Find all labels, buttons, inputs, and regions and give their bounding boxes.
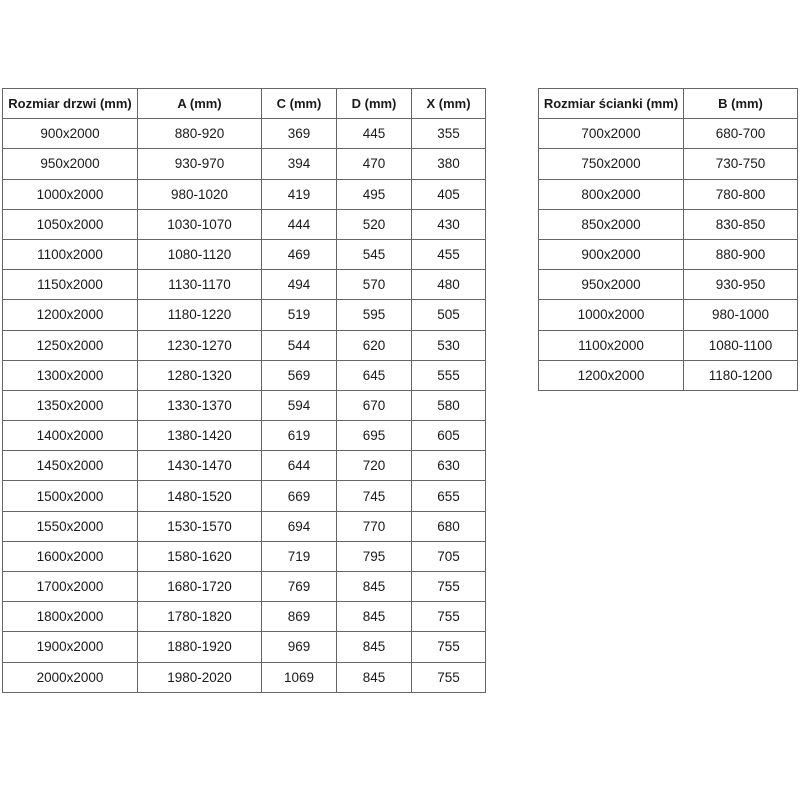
table-cell: 405 xyxy=(412,179,486,209)
table-row xyxy=(3,511,486,541)
table-row xyxy=(3,451,486,481)
table-cell: 355 xyxy=(412,119,486,149)
table-cell: 1380-1420 xyxy=(138,421,262,451)
table-cell: 770 xyxy=(337,511,412,541)
table-cell: 569 xyxy=(262,360,337,390)
table-cell: 845 xyxy=(337,572,412,602)
table-cell: 1080-1120 xyxy=(138,239,262,269)
table-cell: 505 xyxy=(412,300,486,330)
table-row xyxy=(3,632,486,662)
table-row xyxy=(539,209,798,239)
table-cell: 1350x2000 xyxy=(3,390,138,420)
table-cell: 695 xyxy=(337,421,412,451)
table-cell: 1100x2000 xyxy=(3,239,138,269)
table-row xyxy=(3,662,486,692)
table-cell: 1130-1170 xyxy=(138,270,262,300)
table-row xyxy=(539,300,798,330)
door-size-table-body xyxy=(3,119,486,693)
table-cell: 730-750 xyxy=(684,149,798,179)
table-cell: 969 xyxy=(262,632,337,662)
table-row xyxy=(3,209,486,239)
table-cell: 1580-1620 xyxy=(138,541,262,571)
table-cell: 705 xyxy=(412,541,486,571)
table-row xyxy=(3,360,486,390)
table-row xyxy=(3,541,486,571)
table-cell: 1280-1320 xyxy=(138,360,262,390)
table-cell: 594 xyxy=(262,390,337,420)
table-cell: 795 xyxy=(337,541,412,571)
table-cell: 1600x2000 xyxy=(3,541,138,571)
header-cell: C (mm) xyxy=(262,89,337,119)
table-row xyxy=(539,179,798,209)
table-cell: 1400x2000 xyxy=(3,421,138,451)
table-row xyxy=(3,239,486,269)
table-row xyxy=(539,270,798,300)
table-cell: 700x2000 xyxy=(539,119,684,149)
table-cell: 1050x2000 xyxy=(3,209,138,239)
table-cell: 1150x2000 xyxy=(3,270,138,300)
table-cell: 620 xyxy=(337,330,412,360)
wall-size-table-body xyxy=(539,119,798,391)
table-cell: 1500x2000 xyxy=(3,481,138,511)
table-cell: 669 xyxy=(262,481,337,511)
table-cell: 520 xyxy=(337,209,412,239)
table-cell: 1180-1200 xyxy=(684,360,798,390)
table-row xyxy=(3,300,486,330)
table-cell: 1080-1100 xyxy=(684,330,798,360)
table-row xyxy=(3,149,486,179)
header-cell: A (mm) xyxy=(138,89,262,119)
table-cell: 845 xyxy=(337,662,412,692)
table-cell: 419 xyxy=(262,179,337,209)
wall-size-table xyxy=(538,88,798,391)
table-cell: 1480-1520 xyxy=(138,481,262,511)
table-row xyxy=(3,421,486,451)
table-cell: 800x2000 xyxy=(539,179,684,209)
table-cell: 1300x2000 xyxy=(3,360,138,390)
table-cell: 950x2000 xyxy=(3,149,138,179)
table-row xyxy=(3,179,486,209)
table-row xyxy=(3,602,486,632)
table-cell: 1250x2000 xyxy=(3,330,138,360)
table-cell: 930-970 xyxy=(138,149,262,179)
table-cell: 1780-1820 xyxy=(138,602,262,632)
table-cell: 850x2000 xyxy=(539,209,684,239)
table-cell: 780-800 xyxy=(684,179,798,209)
table-cell: 495 xyxy=(337,179,412,209)
table-cell: 1800x2000 xyxy=(3,602,138,632)
table-cell: 755 xyxy=(412,572,486,602)
table-row xyxy=(3,119,486,149)
table-cell: 845 xyxy=(337,632,412,662)
table-cell: 950x2000 xyxy=(539,270,684,300)
table-cell: 755 xyxy=(412,632,486,662)
table-cell: 530 xyxy=(412,330,486,360)
table-cell: 1880-1920 xyxy=(138,632,262,662)
table-cell: 769 xyxy=(262,572,337,602)
wall-size-table-header xyxy=(539,89,798,119)
table-cell: 750x2000 xyxy=(539,149,684,179)
table-cell: 845 xyxy=(337,602,412,632)
table-cell: 644 xyxy=(262,451,337,481)
header-cell: B (mm) xyxy=(684,89,798,119)
table-cell: 680-700 xyxy=(684,119,798,149)
table-row xyxy=(3,270,486,300)
table-cell: 1700x2000 xyxy=(3,572,138,602)
table-cell: 1450x2000 xyxy=(3,451,138,481)
table-cell: 494 xyxy=(262,270,337,300)
table-cell: 1230-1270 xyxy=(138,330,262,360)
header-row xyxy=(3,89,486,119)
table-row xyxy=(539,149,798,179)
table-cell: 2000x2000 xyxy=(3,662,138,692)
table-row xyxy=(3,481,486,511)
table-cell: 580 xyxy=(412,390,486,420)
header-cell: D (mm) xyxy=(337,89,412,119)
table-row xyxy=(539,119,798,149)
table-cell: 719 xyxy=(262,541,337,571)
table-cell: 1980-2020 xyxy=(138,662,262,692)
table-row xyxy=(539,330,798,360)
table-row xyxy=(3,572,486,602)
table-cell: 1330-1370 xyxy=(138,390,262,420)
table-cell: 1000x2000 xyxy=(539,300,684,330)
table-cell: 555 xyxy=(412,360,486,390)
table-cell: 694 xyxy=(262,511,337,541)
table-cell: 619 xyxy=(262,421,337,451)
header-cell: Rozmiar ścianki (mm) xyxy=(539,89,684,119)
table-row xyxy=(539,360,798,390)
table-cell: 544 xyxy=(262,330,337,360)
table-row xyxy=(539,239,798,269)
header-cell: Rozmiar drzwi (mm) xyxy=(3,89,138,119)
door-size-table xyxy=(2,88,486,693)
table-cell: 830-850 xyxy=(684,209,798,239)
table-cell: 670 xyxy=(337,390,412,420)
table-cell: 880-920 xyxy=(138,119,262,149)
table-cell: 519 xyxy=(262,300,337,330)
table-cell: 394 xyxy=(262,149,337,179)
table-cell: 1550x2000 xyxy=(3,511,138,541)
table-cell: 380 xyxy=(412,149,486,179)
table-cell: 1000x2000 xyxy=(3,179,138,209)
table-cell: 545 xyxy=(337,239,412,269)
table-cell: 1900x2000 xyxy=(3,632,138,662)
table-row xyxy=(3,390,486,420)
table-cell: 1200x2000 xyxy=(3,300,138,330)
table-cell: 470 xyxy=(337,149,412,179)
table-cell: 755 xyxy=(412,662,486,692)
table-cell: 900x2000 xyxy=(3,119,138,149)
table-cell: 630 xyxy=(412,451,486,481)
table-cell: 469 xyxy=(262,239,337,269)
table-cell: 455 xyxy=(412,239,486,269)
door-size-table-header xyxy=(3,89,486,119)
header-cell: X (mm) xyxy=(412,89,486,119)
table-cell: 655 xyxy=(412,481,486,511)
table-cell: 745 xyxy=(337,481,412,511)
table-cell: 1530-1570 xyxy=(138,511,262,541)
table-cell: 1180-1220 xyxy=(138,300,262,330)
table-cell: 430 xyxy=(412,209,486,239)
table-cell: 1100x2000 xyxy=(539,330,684,360)
table-cell: 980-1000 xyxy=(684,300,798,330)
table-row xyxy=(3,330,486,360)
table-cell: 680 xyxy=(412,511,486,541)
table-cell: 444 xyxy=(262,209,337,239)
table-cell: 369 xyxy=(262,119,337,149)
table-cell: 720 xyxy=(337,451,412,481)
table-cell: 930-950 xyxy=(684,270,798,300)
table-cell: 1200x2000 xyxy=(539,360,684,390)
table-cell: 1030-1070 xyxy=(138,209,262,239)
table-cell: 755 xyxy=(412,602,486,632)
table-cell: 605 xyxy=(412,421,486,451)
header-row xyxy=(539,89,798,119)
table-cell: 570 xyxy=(337,270,412,300)
table-cell: 880-900 xyxy=(684,239,798,269)
table-cell: 1680-1720 xyxy=(138,572,262,602)
table-cell: 645 xyxy=(337,360,412,390)
table-cell: 595 xyxy=(337,300,412,330)
table-cell: 980-1020 xyxy=(138,179,262,209)
table-cell: 445 xyxy=(337,119,412,149)
table-cell: 869 xyxy=(262,602,337,632)
table-cell: 1069 xyxy=(262,662,337,692)
table-cell: 1430-1470 xyxy=(138,451,262,481)
table-cell: 900x2000 xyxy=(539,239,684,269)
table-cell: 480 xyxy=(412,270,486,300)
